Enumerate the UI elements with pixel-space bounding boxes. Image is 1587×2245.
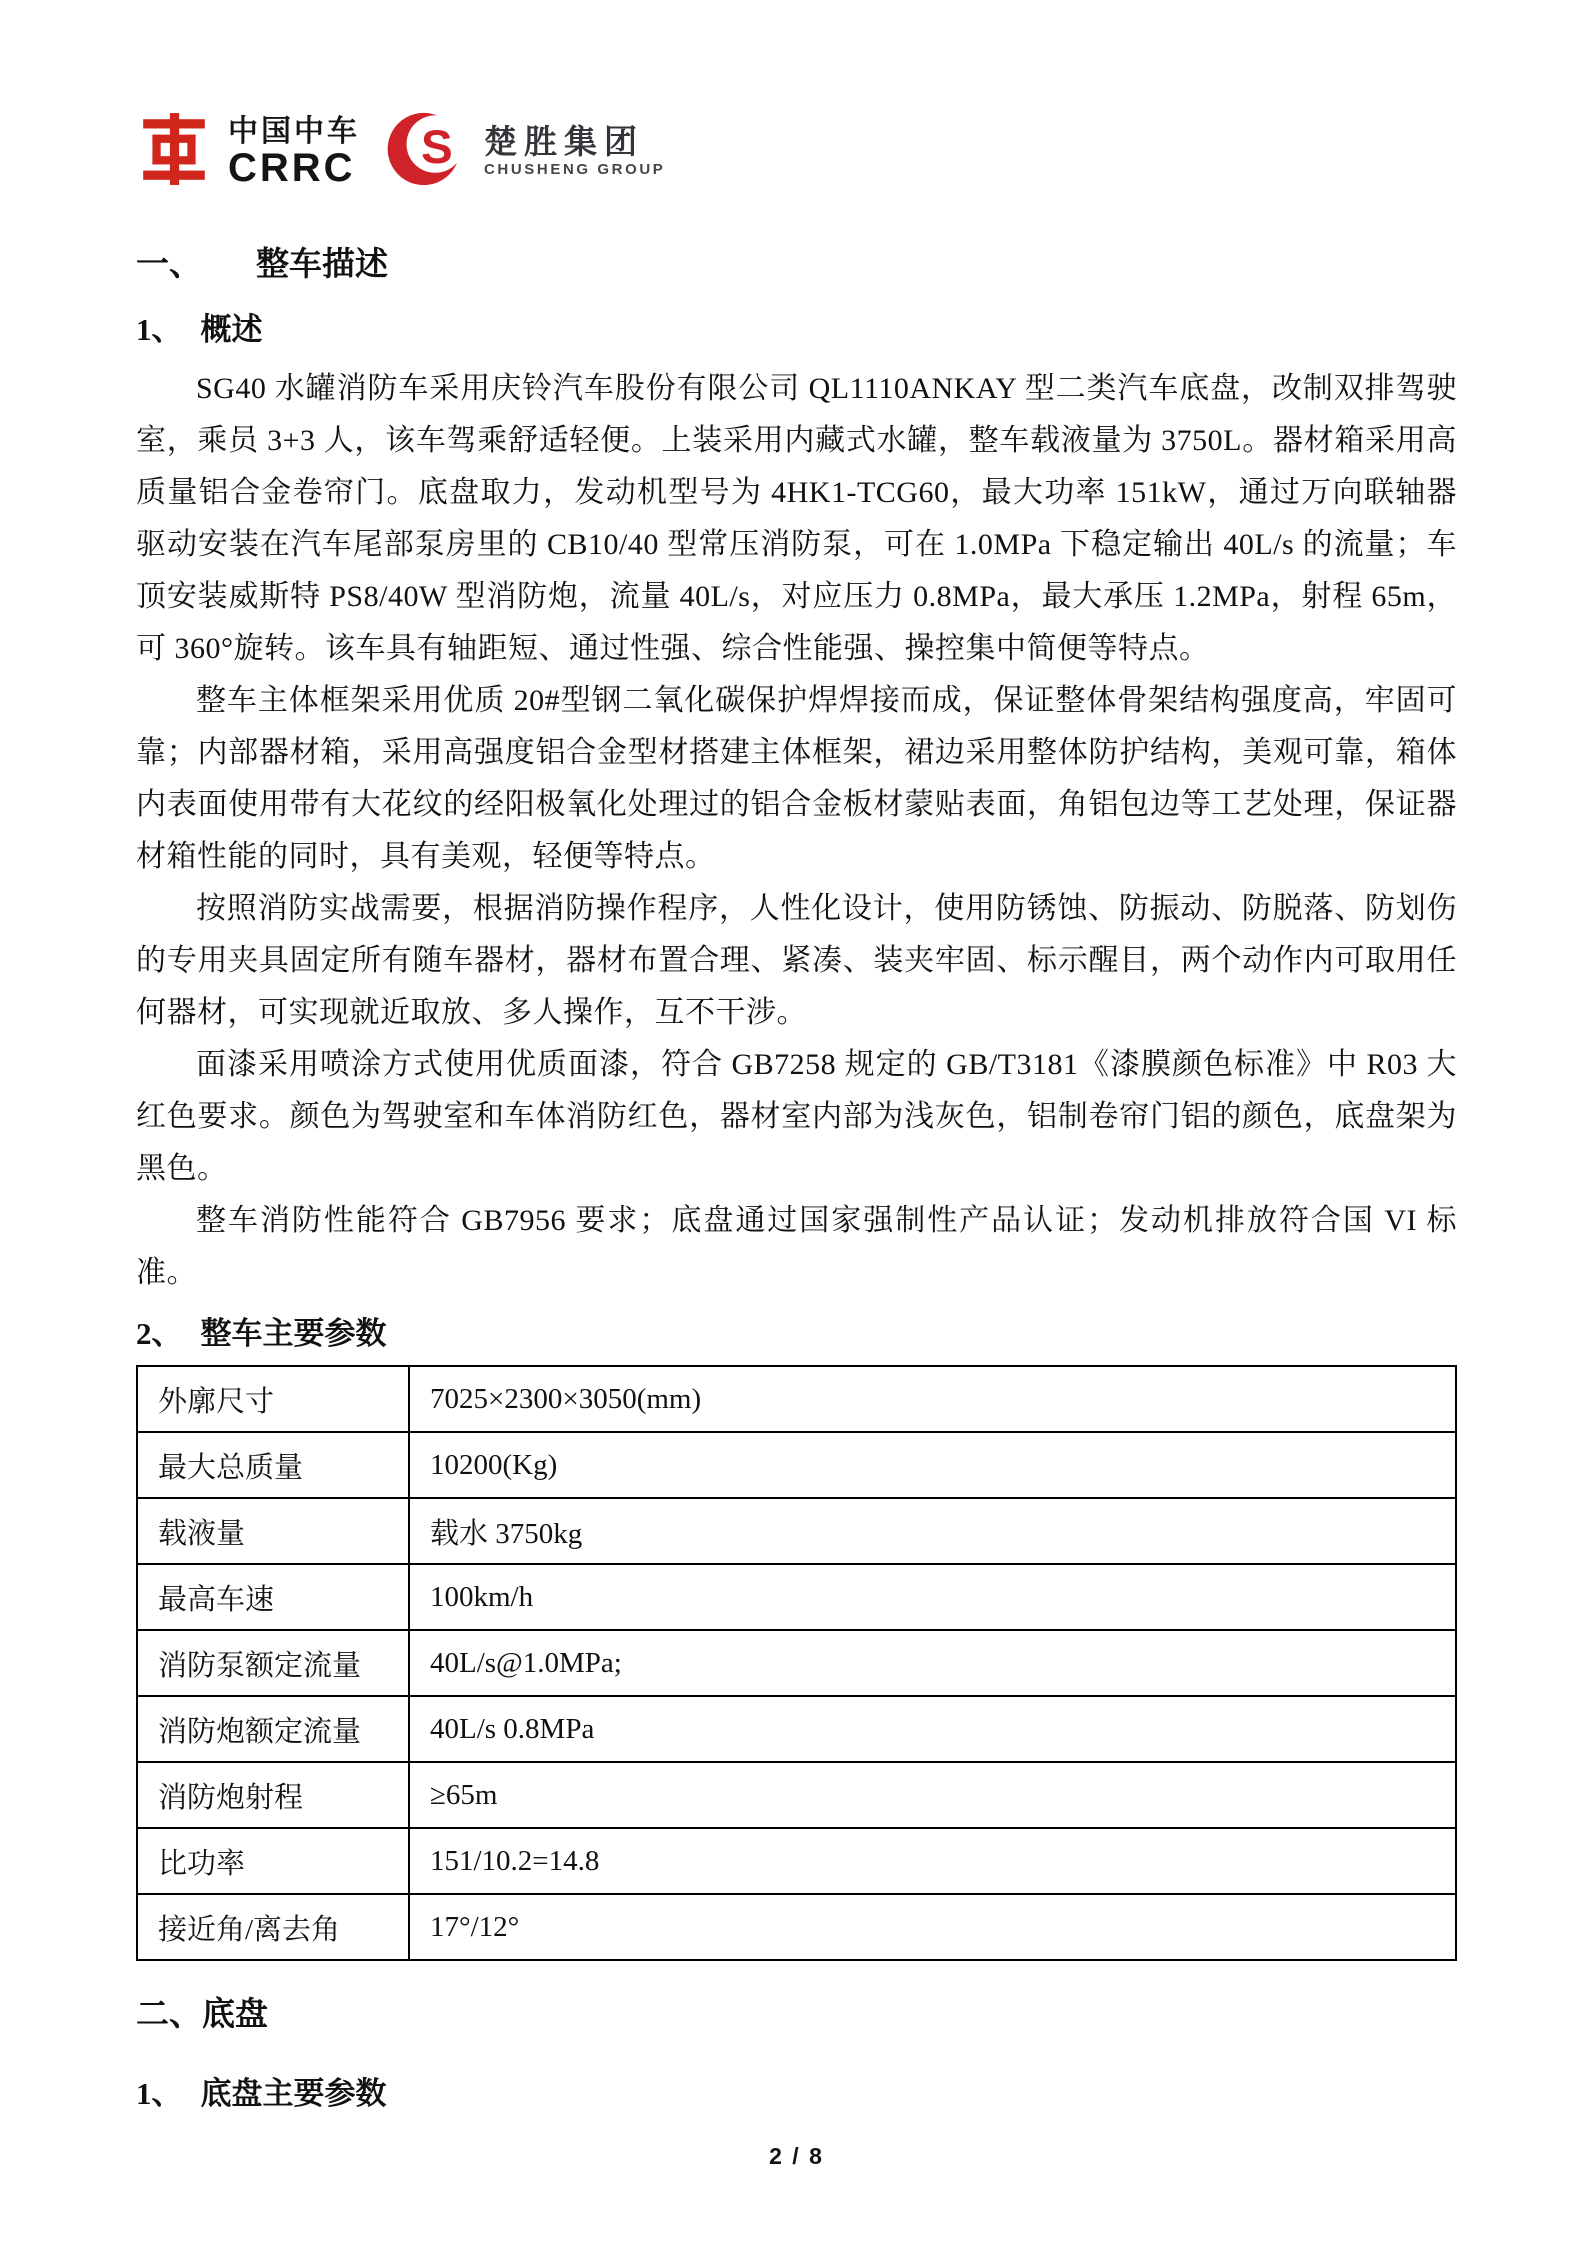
chusheng-logo-text <box>484 124 665 180</box>
table-row <box>137 1894 1456 1960</box>
chusheng-name-cn: 楚胜集团 <box>484 122 644 160</box>
subsection-number: 1、 <box>136 312 183 347</box>
header-logos <box>136 0 1457 195</box>
subsection-title: 概述 <box>200 312 263 347</box>
spec-label-cell: 消防炮射程 <box>137 1762 409 1828</box>
crrc-name-en: CRRC <box>228 145 356 190</box>
spec-value-cell: 载水 3750kg <box>409 1498 1456 1564</box>
paragraph-equipment: 按照消防实战需要，根据消防操作程序，人性化设计，使用防锈蚀、防振动、防脱落、防划伤的专用夹具固定所有随车器材，器材布置合理、紧凑、装夹牢固、标示醒目，两个动作内可取用任何器材，可实现就近取放、多人操作，互不干涉。 <box>136 892 1457 1029</box>
spec-value-cell: 151/10.2=14.8 <box>409 1828 1456 1894</box>
section-heading-chassis <box>136 1995 1457 2035</box>
spec-value-cell: 40L/s@1.0MPa; <box>409 1630 1456 1696</box>
paragraph-chassis: SG40 水罐消防车采用庆铃汽车股份有限公司 QL1110ANKAY 型二类汽车底盘，改制双排驾驶室，乘员 3+3 人，该车驾乘舒适轻便。上装采用内藏式水罐，整车载液量为 3750L。器材箱采用高质量铝合金卷帘门。底盘取力，发动机型号为 4HK1-TCG60，最大功率 151kW，通过万向联轴器驱动安装在汽车尾部泵房里的 CB10/40 型常压消防泵，可在 1.0MPa 下稳定输出 40L/s 的流量；车顶安装威斯特 PS8/40W 型消防炮，流量 40L/s，对应压力 0.8MPa，最大承压 1.2MPa，射程 65m，可 360°旋转。该车具有轴距短、通过性强、综合性能强、操控集中简便等特点。 <box>136 372 1457 665</box>
spec-value-cell: 10200(Kg) <box>409 1432 1456 1498</box>
table-row <box>137 1498 1456 1564</box>
spec-label-cell: 消防泵额定流量 <box>137 1630 409 1696</box>
spec-label-cell: 外廓尺寸 <box>137 1366 409 1432</box>
subsection-heading-main-parameters <box>136 1315 1457 1353</box>
section-title: 底盘 <box>202 1997 268 2033</box>
crrc-logo-icon <box>136 111 212 192</box>
page-number: 2 / 8 <box>769 2143 824 2169</box>
crrc-logo <box>136 111 360 192</box>
overview-body <box>136 363 1457 1299</box>
chusheng-logo-icon <box>386 108 468 195</box>
crrc-logo-text <box>228 116 360 188</box>
svg-text:S: S <box>420 120 453 174</box>
paragraph-certification: 整车消防性能符合 GB7956 要求；底盘通过国家强制性产品认证；发动机排放符合国 VI 标准。 <box>136 1204 1457 1289</box>
spec-label-cell: 接近角/离去角 <box>137 1894 409 1960</box>
table-row <box>137 1432 1456 1498</box>
subsection-number: 2、 <box>136 1316 183 1351</box>
subsection-title: 底盘主要参数 <box>200 2076 387 2111</box>
table-row <box>137 1828 1456 1894</box>
chusheng-name-en: CHUSHENG GROUP <box>484 160 666 178</box>
spec-label-cell: 比功率 <box>137 1828 409 1894</box>
section-title: 整车描述 <box>256 247 388 283</box>
table-row <box>137 1630 1456 1696</box>
spec-value-cell: 7025×2300×3050(mm) <box>409 1366 1456 1432</box>
subsection-heading-overview <box>136 311 1457 349</box>
spec-table <box>136 1365 1457 1961</box>
section-number: 二、 <box>136 1997 202 2033</box>
paragraph-frame: 整车主体框架采用优质 20#型钢二氧化碳保护焊焊接而成，保证整体骨架结构强度高，牢固可靠；内部器材箱，采用高强度铝合金型材搭建主体框架，裙边采用整体防护结构，美观可靠，箱体内表面使用带有大花纹的经阳极氧化处理过的铝合金板材蒙贴表面，角铝包边等工艺处理，保证器材箱性能的同时，具有美观，轻便等特点。 <box>136 684 1457 873</box>
table-row <box>137 1564 1456 1630</box>
table-row <box>137 1366 1456 1432</box>
spec-label-cell: 最大总质量 <box>137 1432 409 1498</box>
table-row <box>137 1762 1456 1828</box>
spec-label-cell: 载液量 <box>137 1498 409 1564</box>
spec-label-cell: 最高车速 <box>137 1564 409 1630</box>
section-heading-vehicle-description <box>136 245 1457 285</box>
spec-value-cell: ≥65m <box>409 1762 1456 1828</box>
section-number: 一、 <box>136 247 202 283</box>
chusheng-logo <box>386 108 665 195</box>
table-row <box>137 1696 1456 1762</box>
subsection-heading-chassis-parameters <box>136 2075 1457 2113</box>
subsection-number: 1、 <box>136 2076 183 2111</box>
crrc-name-cn: 中国中车 <box>228 114 360 148</box>
spec-value-cell: 100km/h <box>409 1564 1456 1630</box>
paragraph-paint: 面漆采用喷涂方式使用优质面漆，符合 GB7258 规定的 GB/T3181《漆膜颜色标准》中 R03 大红色要求。颜色为驾驶室和车体消防红色，器材室内部为浅灰色，铝制卷帘门铝的颜色，底盘架为黑色。 <box>136 1048 1457 1185</box>
subsection-title: 整车主要参数 <box>200 1316 387 1351</box>
spec-label-cell: 消防炮额定流量 <box>137 1696 409 1762</box>
spec-value-cell: 40L/s 0.8MPa <box>409 1696 1456 1762</box>
spec-value-cell: 17°/12° <box>409 1894 1456 1960</box>
